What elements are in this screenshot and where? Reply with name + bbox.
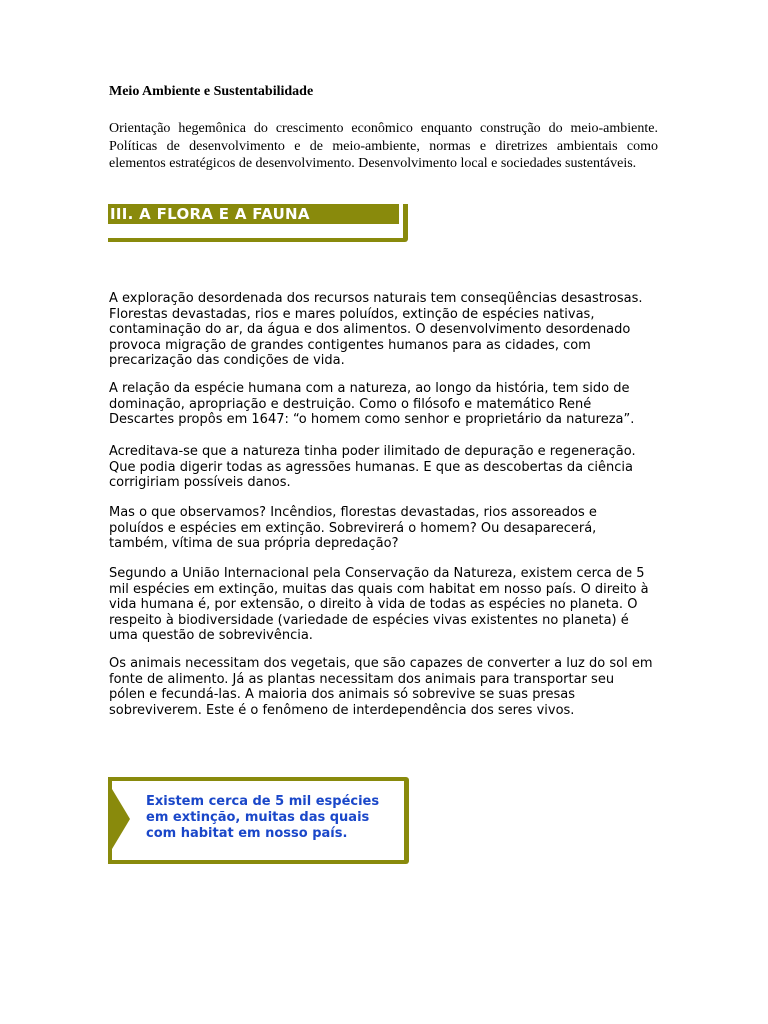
callout-box <box>108 777 409 864</box>
callout-text: Existem cerca de 5 mil espécies em extinção, muitas das quais com habitat em nosso país. <box>146 794 380 841</box>
intro-paragraph: Orientação hegemônica do crescimento econômico enquanto construção do meio-ambiente. Políticas de desenvolvimento e de meio-ambiente, normas e diretrizes ambientais como elementos estratégicos de desenvolvimento. Desenvolvimento local e sociedades sustentáveis. <box>109 121 658 171</box>
paragraph-6: Os animais necessitam dos vegetais, que são capazes de converter a luz do sol em fonte de alimento. Já as plantas necessitam dos animais para transportar seu pólen e fecundá-las. A maioria dos animais só sobrevive se suas presas sobreviverem. Este é o fenômeno de interdependência dos seres vivos. <box>109 656 653 718</box>
section-header-frame-bottom <box>108 238 408 242</box>
section-header-frame-inner <box>108 224 403 238</box>
callout-frame-right <box>404 777 409 860</box>
paragraph-2: A relação da espécie humana com a natureza, ao longo da história, tem sido de dominação, apropriação e destruição. Como o filósofo e matemático René Descartes propôs em 1647: “o homem como senhor e proprietário da natureza”. <box>109 381 635 427</box>
paragraph-1: A exploração desordenada dos recursos naturais tem conseqüências desastrosas. Florestas devastadas, rios e mares poluídos, extinção de espécies nativas, contaminação do ar, da água e dos alimentos. O desenvolvimento desordenado provoca migração de grandes contigentes humanos para as cidades, com precarização das condições de vida. <box>109 291 643 368</box>
paragraph-5: Segundo a União Internacional pela Conservação da Natureza, existem cerca de 5 mil espécies em extinção, muitas das quais com habitat em nosso país. O direito à vida humana é, por extensão, o direito à vida de todas as espécies no planeta. O respeito à biodiversidade (variedade de espécies vivas existentes no planeta) é uma questão de sobrevivência. <box>109 566 649 643</box>
callout-frame-top <box>108 777 404 781</box>
arrow-right-icon <box>112 789 130 849</box>
document-title: Meio Ambiente e Sustentabilidade <box>109 84 314 99</box>
paragraph-4: Mas o que observamos? Incêndios, florestas devastadas, rios assoreados e poluídos e espécies em extinção. Sobrevirerá o homem? Ou desaparecerá, também, vítima de sua própria depredação? <box>109 505 597 551</box>
section-heading: III. A FLORA E A FAUNA <box>108 204 399 224</box>
section-header <box>108 204 408 242</box>
section-header-frame-right <box>403 204 408 238</box>
callout-frame-bottom <box>108 860 409 864</box>
paragraph-3: Acreditava-se que a natureza tinha poder ilimitado de depuração e regeneração. Que podia digerir todas as agressões humanas. E que as descobertas da ciência corrigiriam possíveis danos. <box>109 444 636 490</box>
